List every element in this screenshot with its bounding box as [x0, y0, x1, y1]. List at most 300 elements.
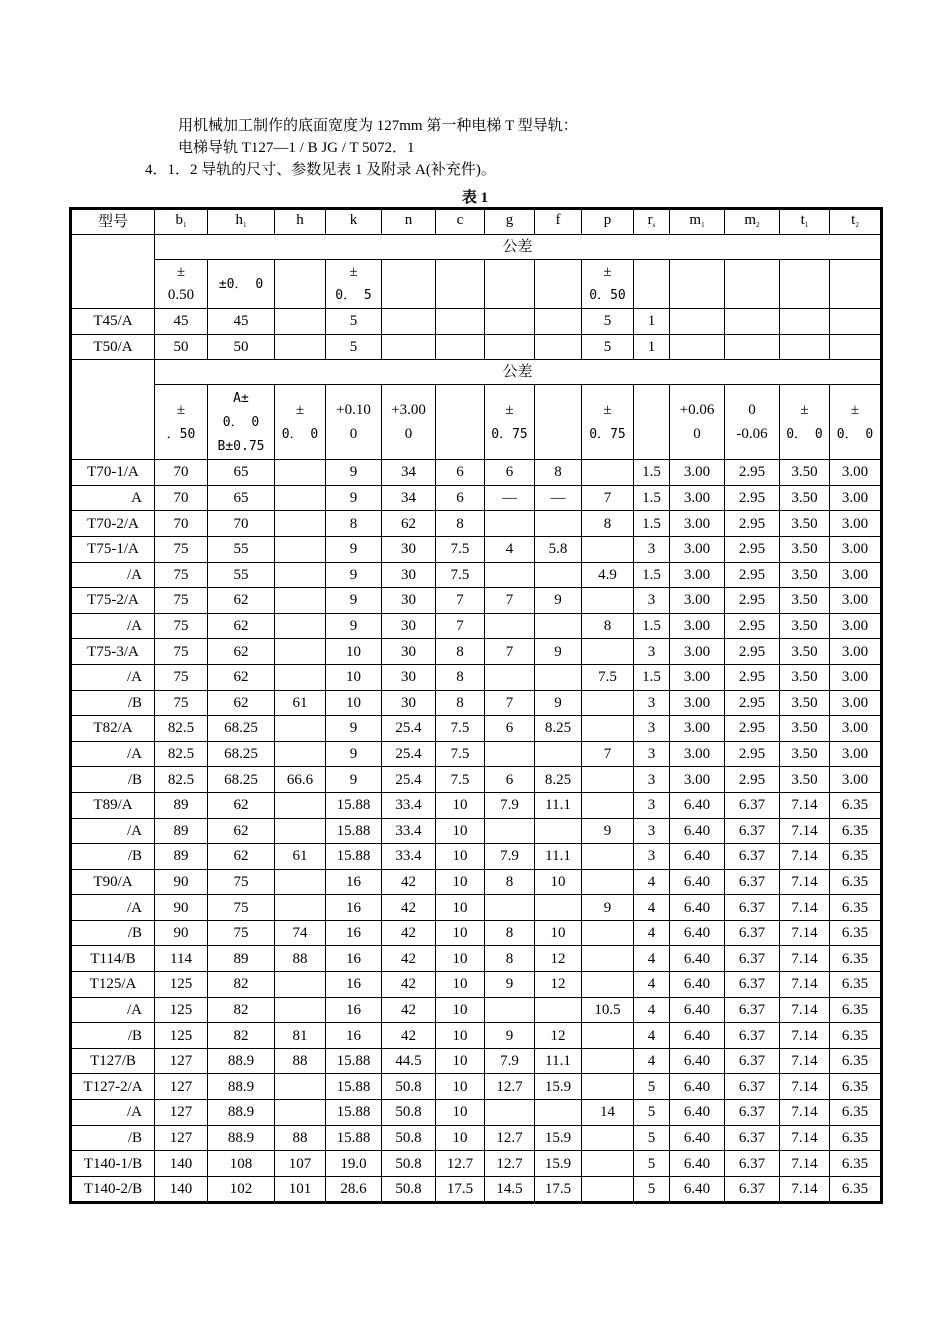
table-row [72, 690, 881, 716]
cell-h: 107 [275, 1151, 326, 1177]
tolerance-label-text: 公差 [502, 364, 533, 381]
tolerance-text: ±0． 0 [218, 276, 264, 292]
cell-t2: 3.00 [830, 511, 881, 537]
cell-n: 50.8 [382, 1125, 436, 1151]
cell-c: 10 [436, 1023, 485, 1049]
cell-h [275, 511, 326, 537]
tolerance-label-row [72, 235, 881, 260]
header-model-label: 型号 [97, 214, 128, 230]
cell-f: 8.25 [535, 716, 582, 742]
table-caption: 表 1 [461, 190, 489, 206]
cell-b1: 140 [155, 1176, 208, 1202]
cell-k: 15.88 [326, 792, 382, 818]
model-cell: /A [72, 741, 155, 767]
cell-f [535, 562, 582, 588]
cell-t2: 3.00 [830, 613, 881, 639]
tolerance-label-row [72, 360, 881, 385]
cell-f: 12 [535, 946, 582, 972]
cell-m1: 6.40 [670, 1100, 725, 1126]
cell-f: 8 [535, 460, 582, 486]
header-h [275, 210, 326, 235]
cell-c [436, 309, 485, 335]
tolerance-text: 0．75 [491, 426, 528, 442]
cell-g: 12.7 [485, 1151, 535, 1177]
cell-t2 [830, 334, 881, 360]
cell-m1: 6.40 [670, 946, 725, 972]
cell-f: 10 [535, 920, 582, 946]
cell-g: 7 [485, 690, 535, 716]
tolerance-t1 [780, 385, 830, 460]
cell-m2 [725, 309, 780, 335]
model-cell: T127/B [72, 1048, 155, 1074]
header-h1 [208, 210, 275, 235]
tolerance-label [155, 360, 881, 385]
cell-h: 81 [275, 1023, 326, 1049]
cell-g: 6 [485, 460, 535, 486]
header-rs [634, 210, 670, 235]
cell-k: 10 [326, 639, 382, 665]
cell-p [582, 792, 634, 818]
cell-h1: 68.25 [208, 767, 275, 793]
cell-t2: 6.35 [830, 997, 881, 1023]
header-symbol: r [647, 211, 653, 228]
cell-h1: 88.9 [208, 1100, 275, 1126]
tolerance-h [275, 260, 326, 309]
tolerance-text: ± [850, 401, 860, 418]
cell-k: 16 [326, 869, 382, 895]
cell-m2: 6.37 [725, 1074, 780, 1100]
cell-h1: 89 [208, 946, 275, 972]
table-row [72, 972, 881, 998]
cell-k: 16 [326, 972, 382, 998]
cell-m2: 2.95 [725, 460, 780, 486]
cell-h1: 62 [208, 588, 275, 614]
cell-h [275, 792, 326, 818]
model-cell: /A [72, 895, 155, 921]
cell-m1: 6.40 [670, 844, 725, 870]
cell-m2: 6.37 [725, 920, 780, 946]
cell-k: 9 [326, 588, 382, 614]
header-subscript: s [652, 220, 656, 229]
cell-rs: 3 [634, 767, 670, 793]
cell-g: 8 [485, 920, 535, 946]
tolerance-b1 [155, 260, 208, 309]
cell-m1: 3.00 [670, 485, 725, 511]
tolerance-text: 0 [404, 426, 413, 443]
cell-h [275, 536, 326, 562]
cell-m2: 6.37 [725, 792, 780, 818]
cell-m1: 6.40 [670, 920, 725, 946]
cell-n: 50.8 [382, 1100, 436, 1126]
model-cell: /A [72, 818, 155, 844]
model-cell: T125/A [72, 972, 155, 998]
table-row [72, 334, 881, 360]
cell-g: 7.9 [485, 844, 535, 870]
header-symbol: k [349, 211, 358, 228]
cell-p [582, 1023, 634, 1049]
cell-c: 17.5 [436, 1176, 485, 1202]
table-row [72, 997, 881, 1023]
cell-c: 7.5 [436, 716, 485, 742]
model-cell: /B [72, 767, 155, 793]
cell-n: 30 [382, 690, 436, 716]
cell-m2: 2.95 [725, 613, 780, 639]
cell-f: 12 [535, 972, 582, 998]
header-symbol: c [456, 211, 464, 228]
tolerance-text: ．50 [166, 426, 196, 442]
cell-rs: 4 [634, 869, 670, 895]
model-cell: /A [72, 562, 155, 588]
cell-c: 6 [436, 460, 485, 486]
cell-t2: 6.35 [830, 818, 881, 844]
cell-k: 10 [326, 690, 382, 716]
tolerance-values-row [72, 260, 881, 309]
table-row [72, 460, 881, 486]
cell-m1: 6.40 [670, 1048, 725, 1074]
cell-c: 8 [436, 511, 485, 537]
cell-m1: 3.00 [670, 536, 725, 562]
cell-n: 33.4 [382, 818, 436, 844]
model-cell: T140-1/B [72, 1151, 155, 1177]
cell-t1: 3.50 [780, 588, 830, 614]
cell-p: 7 [582, 741, 634, 767]
cell-h: 66.6 [275, 767, 326, 793]
tolerance-label [155, 235, 881, 260]
cell-f: 15.9 [535, 1074, 582, 1100]
tolerance-k [326, 260, 382, 309]
cell-h1: 62 [208, 639, 275, 665]
tolerance-text: ± [505, 401, 514, 418]
cell-m1: 3.00 [670, 716, 725, 742]
model-cell: /A [72, 613, 155, 639]
cell-k: 28.6 [326, 1176, 382, 1202]
cell-m1: 6.40 [670, 1176, 725, 1202]
cell-h [275, 716, 326, 742]
header-symbol: t [800, 211, 805, 228]
cell-h [275, 997, 326, 1023]
header-f [535, 210, 582, 235]
table-row [72, 1176, 881, 1202]
cell-t1: 7.14 [780, 1048, 830, 1074]
cell-m2: 6.37 [725, 895, 780, 921]
cell-t2: 6.35 [830, 1176, 881, 1202]
cell-h1: 82 [208, 1023, 275, 1049]
cell-h1: 88.9 [208, 1125, 275, 1151]
table-row [72, 920, 881, 946]
cell-b1: 127 [155, 1125, 208, 1151]
cell-m2: 6.37 [725, 972, 780, 998]
cell-p: 14 [582, 1100, 634, 1126]
cell-rs: 1 [634, 334, 670, 360]
cell-h1: 75 [208, 895, 275, 921]
header-k [326, 210, 382, 235]
cell-h [275, 460, 326, 486]
cell-b1: 127 [155, 1100, 208, 1126]
cell-k: 9 [326, 741, 382, 767]
cell-rs: 4 [634, 997, 670, 1023]
cell-m2: 2.95 [725, 536, 780, 562]
cell-t2: 6.35 [830, 946, 881, 972]
cell-h1: 55 [208, 562, 275, 588]
cell-g: 6 [485, 767, 535, 793]
cell-rs: 3 [634, 844, 670, 870]
cell-h1: 68.25 [208, 741, 275, 767]
cell-c: 6 [436, 485, 485, 511]
cell-g [485, 895, 535, 921]
tolerance-h [275, 385, 326, 460]
cell-m2: 2.95 [725, 690, 780, 716]
cell-b1: 70 [155, 511, 208, 537]
cell-t2 [830, 309, 881, 335]
cell-m1: 3.00 [670, 562, 725, 588]
cell-t1: 3.50 [780, 460, 830, 486]
cell-g [485, 309, 535, 335]
cell-m1: 6.40 [670, 792, 725, 818]
tolerance-rs [634, 385, 670, 460]
cell-m1: 6.40 [670, 895, 725, 921]
cell-p: 8 [582, 511, 634, 537]
cell-c: 10 [436, 972, 485, 998]
tolerance-text: ± [603, 264, 612, 280]
table-row [72, 588, 881, 614]
tolerance-text: +3.00 [391, 402, 426, 419]
cell-rs: 3 [634, 690, 670, 716]
cell-c: 10 [436, 1048, 485, 1074]
cell-g [485, 334, 535, 360]
cell-t2: 3.00 [830, 562, 881, 588]
header-p [582, 210, 634, 235]
tolerance-text: ± [176, 401, 186, 418]
cell-k: 15.88 [326, 1125, 382, 1151]
cell-k: 16 [326, 946, 382, 972]
model-cell: /B [72, 1023, 155, 1049]
table-row [72, 511, 881, 537]
header-symbol: m [744, 211, 757, 228]
cell-t2: 6.35 [830, 1125, 881, 1151]
cell-b1: 127 [155, 1048, 208, 1074]
table-row [72, 895, 881, 921]
cell-f [535, 613, 582, 639]
cell-c: 10 [436, 818, 485, 844]
cell-rs: 5 [634, 1176, 670, 1202]
cell-n: 30 [382, 664, 436, 690]
cell-h1: 65 [208, 485, 275, 511]
cell-b1: 82.5 [155, 716, 208, 742]
cell-b1: 125 [155, 997, 208, 1023]
cell-m1 [670, 309, 725, 335]
cell-rs: 3 [634, 792, 670, 818]
tolerance-model-blank [72, 235, 155, 309]
cell-g [485, 613, 535, 639]
cell-f: 5.8 [535, 536, 582, 562]
model-cell: T82/A [72, 716, 155, 742]
cell-rs: 3 [634, 716, 670, 742]
cell-rs: 3 [634, 741, 670, 767]
cell-k: 15.88 [326, 844, 382, 870]
cell-h [275, 972, 326, 998]
cell-b1: 89 [155, 792, 208, 818]
cell-b1: 114 [155, 946, 208, 972]
cell-g: 9 [485, 972, 535, 998]
cell-f: 15.9 [535, 1125, 582, 1151]
cell-h1: 62 [208, 844, 275, 870]
cell-t1: 7.14 [780, 869, 830, 895]
model-cell: T140-2/B [72, 1176, 155, 1202]
tolerance-text: -0.06 [736, 426, 768, 443]
cell-f: — [535, 485, 582, 511]
cell-f: 9 [535, 690, 582, 716]
cell-n: 30 [382, 588, 436, 614]
cell-g [485, 997, 535, 1023]
cell-n: 42 [382, 869, 436, 895]
cell-c: 8 [436, 639, 485, 665]
cell-t2: 6.35 [830, 920, 881, 946]
cell-k: 15.88 [326, 1048, 382, 1074]
cell-h [275, 1100, 326, 1126]
cell-n [382, 309, 436, 335]
cell-h [275, 895, 326, 921]
cell-t2: 3.00 [830, 536, 881, 562]
header-c [436, 210, 485, 235]
table-row [72, 485, 881, 511]
tolerance-g [485, 260, 535, 309]
model-cell: T70-1/A [72, 460, 155, 486]
cell-m1: 6.40 [670, 997, 725, 1023]
cell-p: 5 [582, 309, 634, 335]
header-t1 [780, 210, 830, 235]
table-row [72, 562, 881, 588]
cell-g: 7.9 [485, 792, 535, 818]
cell-g: 7 [485, 639, 535, 665]
cell-k: 10 [326, 664, 382, 690]
table-row [72, 613, 881, 639]
cell-h1: 62 [208, 613, 275, 639]
cell-rs: 1.5 [634, 511, 670, 537]
cell-h: 88 [275, 1125, 326, 1151]
header-subscript: 2 [855, 220, 859, 229]
cell-n: 25.4 [382, 716, 436, 742]
cell-m2: 6.37 [725, 869, 780, 895]
header-t2 [830, 210, 881, 235]
cell-g [485, 511, 535, 537]
cell-c: 7.5 [436, 536, 485, 562]
cell-rs: 3 [634, 639, 670, 665]
table-row [72, 664, 881, 690]
cell-n: 25.4 [382, 741, 436, 767]
header-row [72, 210, 881, 235]
cell-t1: 3.50 [780, 767, 830, 793]
header-subscript: 1 [701, 220, 705, 229]
cell-p [582, 1151, 634, 1177]
tolerance-text: 0． 5 [335, 288, 372, 303]
cell-c: 10 [436, 946, 485, 972]
cell-t1: 7.14 [780, 946, 830, 972]
cell-k: 15.88 [326, 1100, 382, 1126]
tolerance-p [582, 260, 634, 309]
header-subscript: 1 [804, 220, 809, 229]
cell-h [275, 485, 326, 511]
cell-t1: 3.50 [780, 485, 830, 511]
cell-p [582, 767, 634, 793]
cell-m1: 6.40 [670, 1074, 725, 1100]
cell-n: 30 [382, 613, 436, 639]
cell-n: 33.4 [382, 792, 436, 818]
cell-c: 10 [436, 895, 485, 921]
cell-p [582, 460, 634, 486]
cell-t1: 7.14 [780, 844, 830, 870]
cell-p [582, 1125, 634, 1151]
cell-m2: 6.37 [725, 1023, 780, 1049]
cell-p [582, 690, 634, 716]
cell-rs: 4 [634, 895, 670, 921]
cell-rs: 4 [634, 1023, 670, 1049]
cell-k: 9 [326, 767, 382, 793]
cell-c: 8 [436, 690, 485, 716]
header-subscript: 2 [756, 220, 760, 229]
cell-m2: 6.37 [725, 1176, 780, 1202]
cell-h: 88 [275, 1048, 326, 1074]
cell-f: 8.25 [535, 767, 582, 793]
cell-t2: 3.00 [830, 767, 881, 793]
cell-t1 [780, 334, 830, 360]
tolerance-n [382, 385, 436, 460]
cell-n: 42 [382, 946, 436, 972]
cell-h [275, 613, 326, 639]
cell-g: — [485, 485, 535, 511]
cell-b1: 89 [155, 818, 208, 844]
model-cell: T90/A [72, 869, 155, 895]
cell-m1: 6.40 [670, 972, 725, 998]
cell-m2: 2.95 [725, 562, 780, 588]
cell-m2: 2.95 [725, 511, 780, 537]
cell-h: 101 [275, 1176, 326, 1202]
tolerance-m1 [670, 385, 725, 460]
cell-h1: 88.9 [208, 1074, 275, 1100]
cell-g: 12.7 [485, 1125, 535, 1151]
cell-h: 74 [275, 920, 326, 946]
tolerance-text: 0 [693, 426, 701, 443]
cell-c: 12.7 [436, 1151, 485, 1177]
table-row [72, 309, 881, 335]
cell-t1: 7.14 [780, 792, 830, 818]
cell-k: 9 [326, 485, 382, 511]
cell-t2: 6.35 [830, 844, 881, 870]
cell-b1: 70 [155, 460, 208, 486]
cell-p: 8 [582, 613, 634, 639]
cell-h [275, 869, 326, 895]
cell-h [275, 639, 326, 665]
cell-h: 61 [275, 690, 326, 716]
cell-n: 42 [382, 1023, 436, 1049]
cell-h [275, 741, 326, 767]
table-row [72, 844, 881, 870]
tolerance-text: 0． 0 [786, 426, 823, 442]
cell-p: 5 [582, 334, 634, 360]
cell-t1: 3.50 [780, 536, 830, 562]
header-b1 [155, 210, 208, 235]
cell-m1: 3.00 [670, 767, 725, 793]
cell-b1: 125 [155, 1023, 208, 1049]
cell-c: 10 [436, 792, 485, 818]
table-row [72, 1151, 881, 1177]
cell-p [582, 920, 634, 946]
cell-h1: 82 [208, 997, 275, 1023]
model-cell: /B [72, 920, 155, 946]
cell-k: 16 [326, 997, 382, 1023]
tolerance-k [326, 385, 382, 460]
cell-t1: 7.14 [780, 997, 830, 1023]
cell-m2: 6.37 [725, 946, 780, 972]
